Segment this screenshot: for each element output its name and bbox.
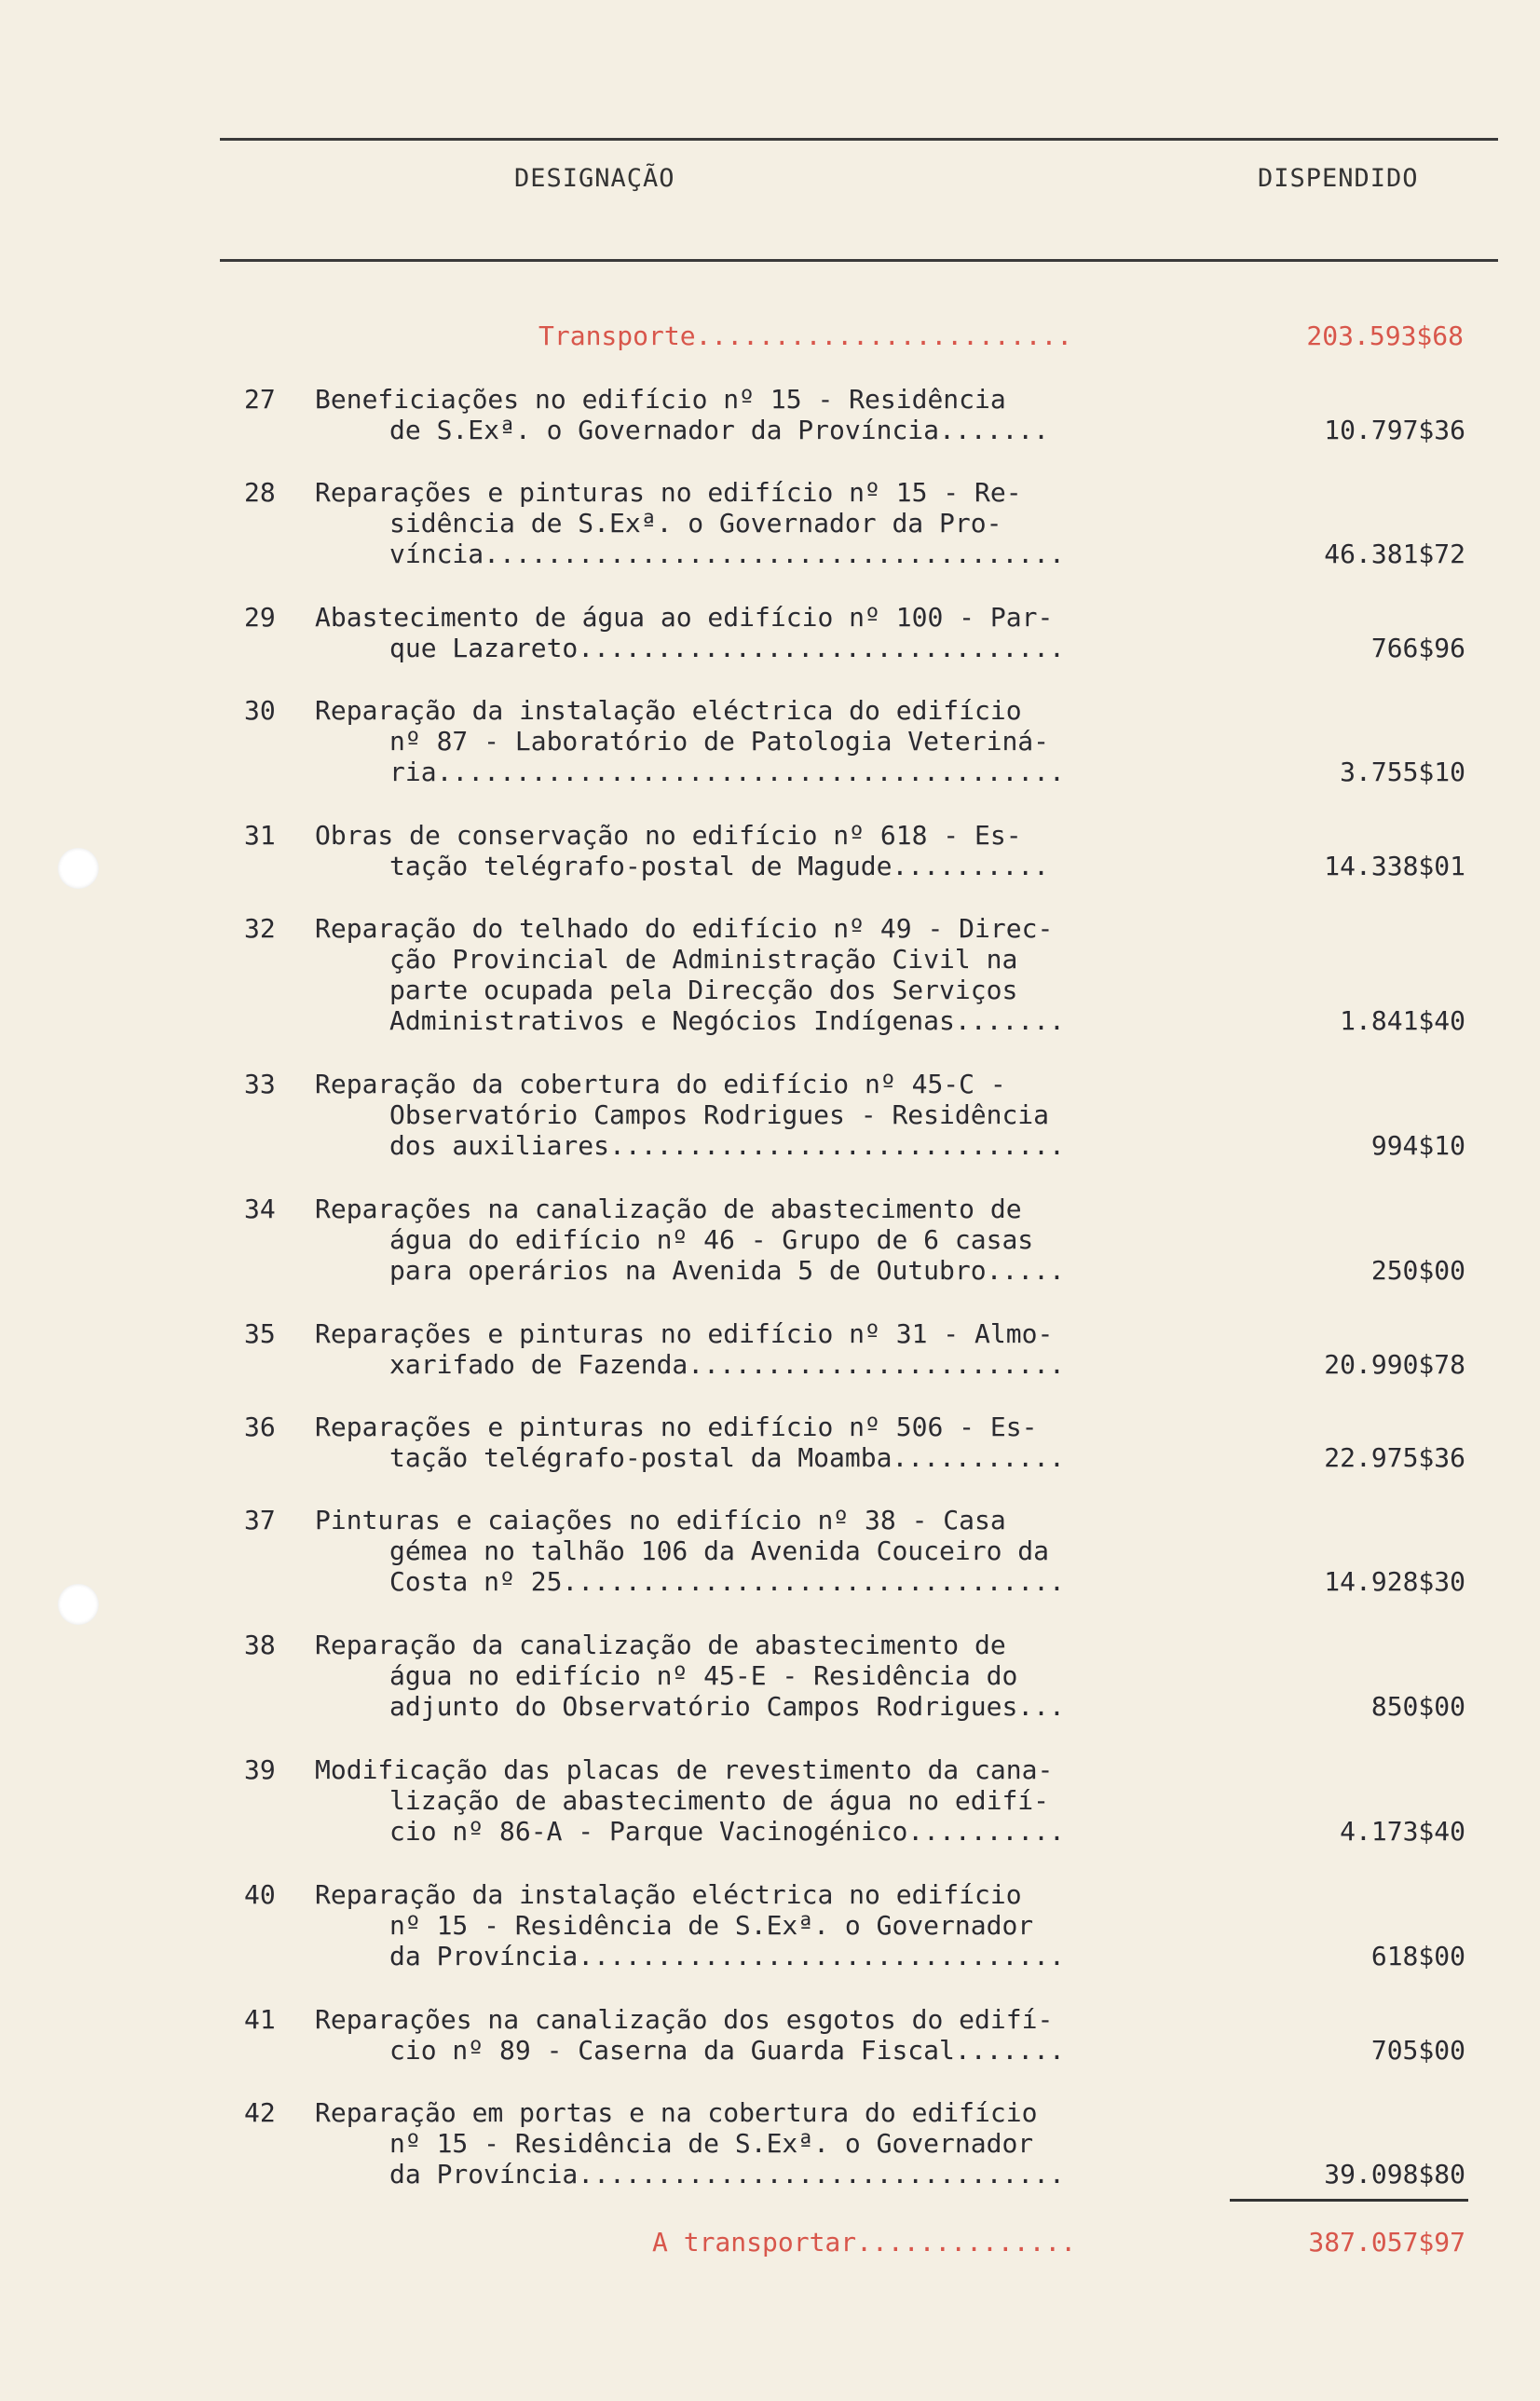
- item-number: 35: [244, 1318, 276, 1349]
- item-description-line: Abastecimento de água ao edifício nº 100 - Par-: [315, 602, 1054, 633]
- item-description-line: Reparações e pinturas no edifício nº 31 - Almo-: [315, 1318, 1054, 1349]
- carry-amount: 387.057$97: [1308, 2227, 1465, 2258]
- item-description: [315, 602, 1191, 663]
- item-description-line: adjunto do Observatório Campos Rodrigues...: [389, 1691, 1065, 1722]
- item-description-line: Beneficiações no edifício nº 15 - Residência: [315, 384, 1006, 415]
- item-number: 30: [244, 695, 276, 726]
- item-number: 37: [244, 1505, 276, 1535]
- punch-hole: [58, 848, 99, 889]
- item-number: 33: [244, 1069, 276, 1099]
- item-description-line: cio nº 86-A - Parque Vacinogénico..........: [389, 1816, 1065, 1847]
- item-amount: 618$00: [1370, 1941, 1465, 1971]
- item-number: 40: [244, 1879, 276, 1910]
- transport-label: Transporte........................: [538, 321, 1073, 351]
- item-description-line: Costa nº 25................................: [389, 1566, 1065, 1597]
- item-description: [315, 2004, 1191, 2066]
- item-description-line: Reparação em portas e na cobertura do edifício: [315, 2097, 1038, 2128]
- item-description-line: de S.Exª. o Governador da Província.......: [389, 415, 1050, 445]
- item-amount: 4.173$40: [1340, 1816, 1465, 1847]
- item-description-line: xarifado de Fazenda........................: [389, 1349, 1065, 1380]
- item-description: [315, 384, 1191, 445]
- item-description-line: víncia.....................................: [389, 539, 1065, 569]
- header-top-rule: [220, 138, 1498, 141]
- item-amount: 250$00: [1370, 1255, 1465, 1286]
- item-description-line: Modificação das placas de revestimento da cana-: [315, 1754, 1054, 1785]
- item-amount: 850$00: [1370, 1691, 1465, 1722]
- item-number: 28: [244, 477, 276, 508]
- item-description-line: nº 15 - Residência de S.Exª. o Governador: [389, 2128, 1034, 2159]
- item-number: 39: [244, 1754, 276, 1785]
- item-description: [315, 1318, 1191, 1380]
- item-description-line: ção Provincial de Administração Civil na: [389, 944, 1018, 975]
- item-description-line: tação telégrafo-postal de Magude..........: [389, 851, 1050, 881]
- item-description-line: Administrativos e Negócios Indígenas.......: [389, 1005, 1065, 1036]
- item-description-line: Reparação da instalação eléctrica no edifício: [315, 1879, 1022, 1910]
- item-number: 31: [244, 820, 276, 851]
- item-amount: 705$00: [1370, 2035, 1465, 2066]
- item-number: 29: [244, 602, 276, 633]
- item-description: [315, 1194, 1191, 1286]
- item-amount: 39.098$80: [1324, 2159, 1465, 2190]
- item-description-line: ria........................................: [389, 757, 1065, 787]
- item-number: 27: [244, 384, 276, 415]
- item-amount: 994$10: [1370, 1130, 1465, 1161]
- item-amount: 20.990$78: [1324, 1349, 1465, 1380]
- item-description-line: nº 87 - Laboratório de Patologia Veteriná-: [389, 726, 1050, 757]
- item-amount: 3.755$10: [1340, 757, 1465, 787]
- item-description-line: Observatório Campos Rodrigues - Residência: [389, 1099, 1050, 1130]
- item-description: [315, 1754, 1191, 1847]
- item-number: 41: [244, 2004, 276, 2035]
- item-amount: 14.338$01: [1324, 851, 1465, 881]
- item-number: 32: [244, 913, 276, 944]
- item-description-line: que Lazareto...............................: [389, 633, 1065, 663]
- item-description-line: parte ocupada pela Direcção dos Serviços: [389, 975, 1018, 1005]
- item-description: [315, 820, 1191, 881]
- item-description-line: Reparações na canalização dos esgotos do edifí-: [315, 2004, 1054, 2035]
- item-number: 42: [244, 2097, 276, 2128]
- item-amount: 1.841$40: [1340, 1005, 1465, 1036]
- item-description-line: para operários na Avenida 5 de Outubro.....: [389, 1255, 1065, 1286]
- punch-hole: [58, 1584, 99, 1625]
- column-header-designation: DESIGNAÇÃO: [514, 164, 675, 193]
- item-description: [315, 1412, 1191, 1473]
- item-description-line: água do edifício nº 46 - Grupo de 6 casas: [389, 1224, 1034, 1255]
- item-description-line: Reparações e pinturas no edifício nº 15 - Re-: [315, 477, 1022, 508]
- item-description-line: Obras de conservação no edifício nº 618 - Es-: [315, 820, 1022, 851]
- sum-rule: [1230, 2199, 1468, 2202]
- item-number: 34: [244, 1194, 276, 1224]
- header-bottom-rule: [220, 259, 1498, 262]
- item-amount: 22.975$36: [1324, 1442, 1465, 1473]
- item-amount: 10.797$36: [1324, 415, 1465, 445]
- item-amount: 766$96: [1370, 633, 1465, 663]
- item-description-line: Reparações e pinturas no edifício nº 506 - Es-: [315, 1412, 1038, 1442]
- item-description-line: cio nº 89 - Caserna da Guarda Fiscal.......: [389, 2035, 1065, 2066]
- item-description-line: nº 15 - Residência de S.Exª. o Governador: [389, 1910, 1034, 1941]
- item-description-line: Reparação da cobertura do edifício nº 45-C -: [315, 1069, 1006, 1099]
- item-description: [315, 913, 1191, 1036]
- item-description: [315, 2097, 1191, 2190]
- item-description: [315, 1630, 1191, 1722]
- item-description: [315, 1069, 1191, 1161]
- item-description: [315, 477, 1191, 569]
- column-header-spent: DISPENDIDO: [1258, 164, 1419, 193]
- item-description-line: sidência de S.Exª. o Governador da Pro-: [389, 508, 1002, 539]
- item-number: 36: [244, 1412, 276, 1442]
- item-description-line: Reparação do telhado do edifício nº 49 - Direc-: [315, 913, 1054, 944]
- item-amount: 46.381$72: [1324, 539, 1465, 569]
- carry-label: A transportar..............: [652, 2227, 1077, 2258]
- item-description-line: tação telégrafo-postal da Moamba...........: [389, 1442, 1065, 1473]
- item-description-line: Reparações na canalização de abastecimento de: [315, 1194, 1022, 1224]
- item-amount: 14.928$30: [1324, 1566, 1465, 1597]
- item-description-line: lização de abastecimento de água no edifí-: [389, 1785, 1050, 1816]
- item-number: 38: [244, 1630, 276, 1660]
- item-description-line: Reparação da instalação eléctrica do edifício: [315, 695, 1022, 726]
- item-description-line: Reparação da canalização de abastecimento de: [315, 1630, 1006, 1660]
- item-description-line: da Província...............................: [389, 1941, 1065, 1971]
- item-description-line: Pinturas e caiações no edifício nº 38 - Casa: [315, 1505, 1006, 1535]
- item-description: [315, 1505, 1191, 1597]
- transport-amount: 203.593$68: [1306, 321, 1464, 351]
- item-description-line: da Província...............................: [389, 2159, 1065, 2190]
- item-description-line: dos auxiliares.............................: [389, 1130, 1065, 1161]
- item-description: [315, 1879, 1191, 1971]
- item-description: [315, 695, 1191, 787]
- item-description-line: gémea no talhão 106 da Avenida Couceiro da: [389, 1535, 1050, 1566]
- item-description-line: água no edifício nº 45-E - Residência do: [389, 1660, 1018, 1691]
